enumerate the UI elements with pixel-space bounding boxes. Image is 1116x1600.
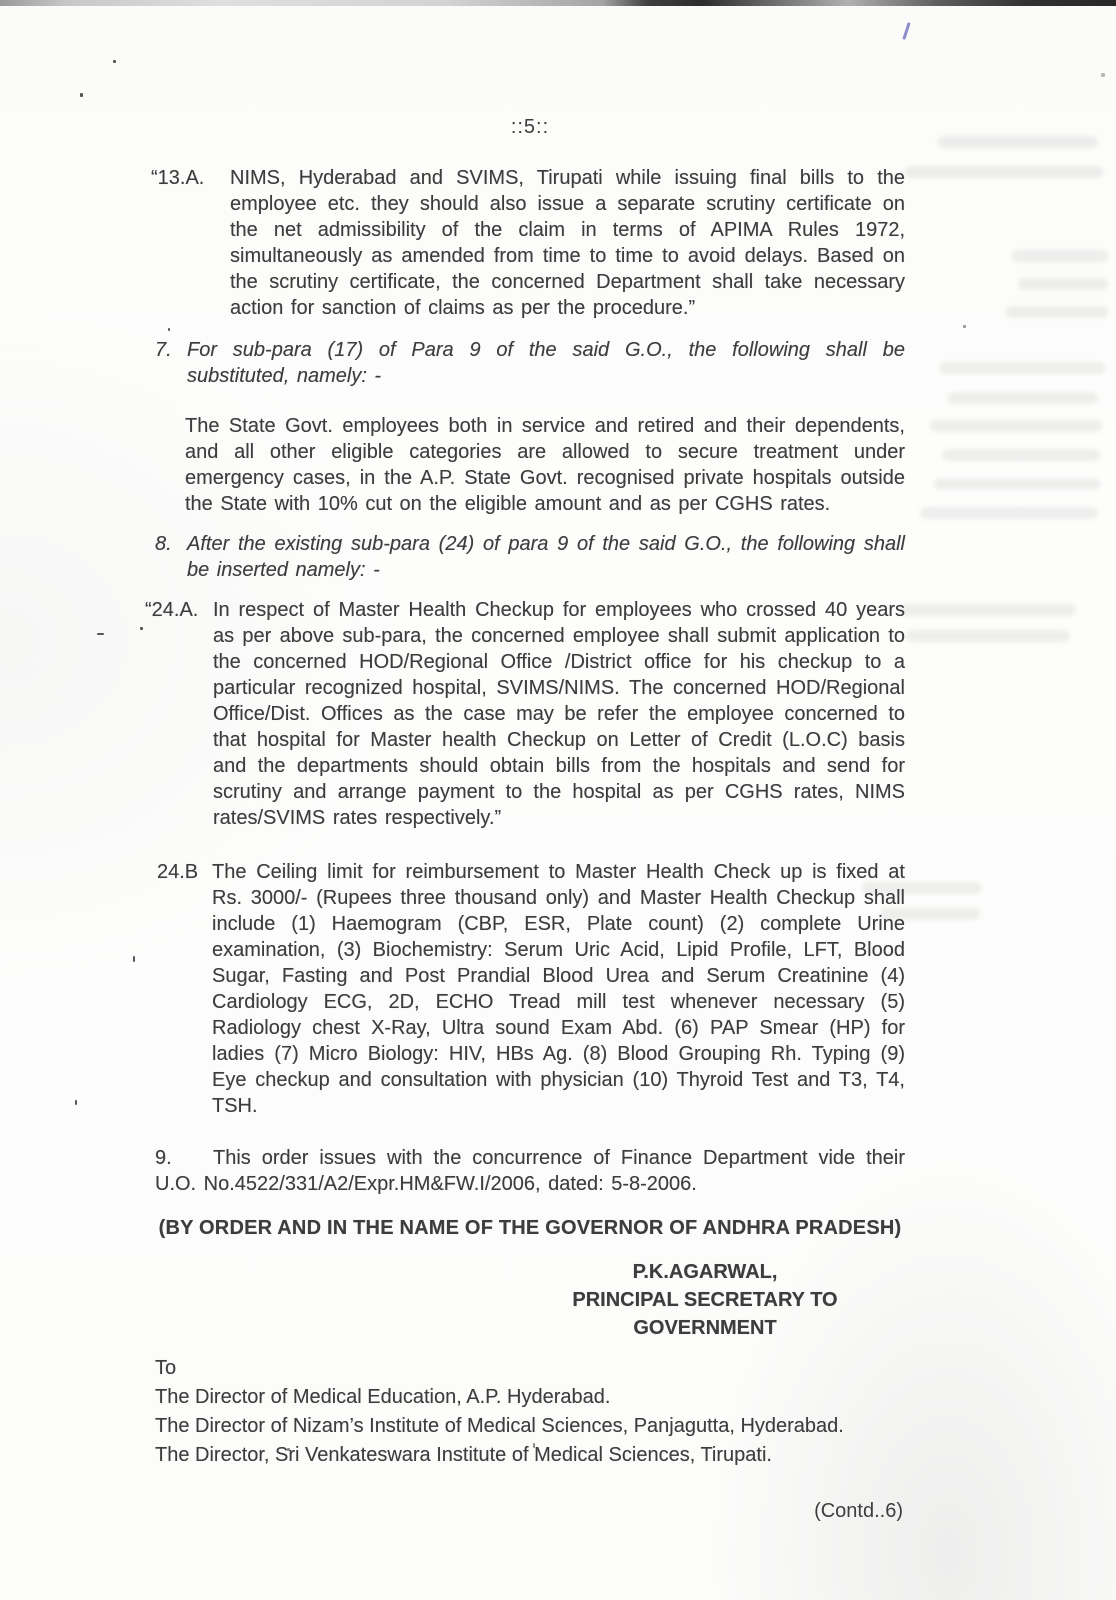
signature-block <box>505 1258 905 1342</box>
scan-speck <box>113 60 116 63</box>
addressee-line: The Director of Medical Education, A.P. Hyderabad. <box>155 1386 611 1408</box>
bleedthrough-artifact <box>942 449 1100 461</box>
bleedthrough-artifact <box>900 604 1076 616</box>
para-9 <box>155 1145 905 1197</box>
para-7 <box>155 337 905 389</box>
bleedthrough-artifact <box>940 362 1105 374</box>
clause-13a-text: NIMS, Hyderabad and SVIMS, Tirupati while issuing final bills to the employee etc. they should also issue a separate scrutiny certificate on the net admissibility of the claim in terms of APIMA Rules 1972, simultaneously as amended from time to time to avoid delays. Based on the scrutiny certificate, the concerned Department shall take necessary action for sanction of claims as per the procedure.” <box>230 167 905 319</box>
clause-13a-label: “13.A. <box>151 167 205 189</box>
bleedthrough-artifact <box>920 507 1098 519</box>
bleedthrough-artifact <box>1012 250 1108 262</box>
scan-speck <box>80 93 83 97</box>
scan-speck <box>963 325 966 328</box>
bleedthrough-artifact <box>1018 278 1108 290</box>
signatory-name: P.K.AGARWAL, <box>632 1261 778 1283</box>
para-8-text: After the existing sub-para (24) of para 9 of the said G.O., the following shall be inserted namely: - <box>187 533 905 581</box>
bleedthrough-artifact <box>905 166 1103 178</box>
addressee-list <box>155 1354 905 1470</box>
scan-speck <box>133 956 135 962</box>
clause-13a <box>151 165 905 321</box>
bleedthrough-artifact <box>938 136 1098 148</box>
para-7-inserted-text: The State Govt. employees both in service and retired and their dependents, and all other eligible categories are allowed to secure treatment under emergency cases, in the A.P. State Govt. recognised private hospitals outside the State with 10% cut on the eligible amount and as per CGHS rates. <box>185 415 905 515</box>
continuation-note: (Contd..6) <box>814 1500 903 1522</box>
para-9-text: This order issues with the concurrence of Finance Department vide their U.O. No.4522/331/A2/Expr.HM&FW.I/2006, dated: 5-8-2006. <box>155 1147 905 1195</box>
page-number: ::5:: <box>510 116 550 138</box>
para-8-label: 8. <box>155 533 172 555</box>
bleedthrough-artifact <box>948 392 1098 404</box>
bleedthrough-artifact <box>930 420 1102 432</box>
scan-speck <box>1101 73 1105 77</box>
para-9-label: 9. <box>155 1147 172 1169</box>
scanner-edge-artifact <box>0 0 1116 6</box>
addressee-salutation: To <box>155 1357 177 1379</box>
scan-speck <box>75 1100 77 1105</box>
pen-mark-artifact <box>902 22 910 40</box>
clause-24b <box>155 859 905 1119</box>
para-7-text: For sub-para (17) of Para 9 of the said G.O., the following shall be substituted, namely: - <box>187 339 905 387</box>
clause-24a-text: In respect of Master Health Checkup for employees who crossed 40 years as per above sub-para, the concerned employee shall submit application to the concerned HOD/Regional Office /District office for his checkup to a particular recognized hospital, SVIMS/NIMS. The concerned HOD/Regional Office/Dist. Offices as the case may be refer the employee concerned to that hospital for Master health Checkup on Letter of Credit (L.O.C) basis and the departments should obtain bills from the hospitals and send for scrutiny and arrange payment to the hospital as per CGHS rates, NIMS rates/SVIMS rates respectively.” <box>213 599 905 829</box>
clause-24a <box>145 597 905 831</box>
signatory-title: PRINCIPAL SECRETARY TO GOVERNMENT <box>572 1289 838 1339</box>
by-order-line: (BY ORDER AND IN THE NAME OF THE GOVERNOR OF ANDHRA PRADESH) <box>158 1217 902 1239</box>
para-7-label: 7. <box>155 339 172 361</box>
clause-24b-text: The Ceiling limit for reimbursement to Master Health Check up is fixed at Rs. 3000/- (Rupees three thousand only) and Master Health Checkup shall include (1) Haemogram (CBP, ESR, Plate count) (2) complete Urine examination, (3) Biochemistry: Serum Uric Acid, Lipid Profile, LFT, Blood Sugar, Fasting and Post Prandial Blood Urea and Serum Creatinine (4) Cardiology ECG, 2D, ECHO Tread mill test whenever necessary (5) Radiology chest X-Ray, Ultra sound Exam Abd. (6) PAP Smear (HP) for ladies (7) Micro Biology: HIV, HBs Ag. (8) Blood Grouping Rh. Typing (9) Eye checkup and consultation with physician (10) Thyroid Test and T3, T4, TSH. <box>212 861 905 1117</box>
clause-24b-label: 24.B <box>157 861 199 883</box>
scan-speck <box>97 633 104 635</box>
bleedthrough-artifact <box>906 630 1070 642</box>
para-8 <box>155 531 905 583</box>
bleedthrough-artifact <box>1006 306 1108 318</box>
bleedthrough-artifact <box>934 478 1100 490</box>
clause-24a-label: “24.A. <box>145 599 199 621</box>
scan-speck <box>140 627 143 630</box>
addressee-line: The Director of Nizam’s Institute of Medical Sciences, Panjagutta, Hyderabad. <box>155 1415 844 1437</box>
document-body <box>145 116 905 1523</box>
addressee-line: The Director, Sri Venkateswara Institute of Medical Sciences, Tirupati. <box>155 1444 772 1466</box>
